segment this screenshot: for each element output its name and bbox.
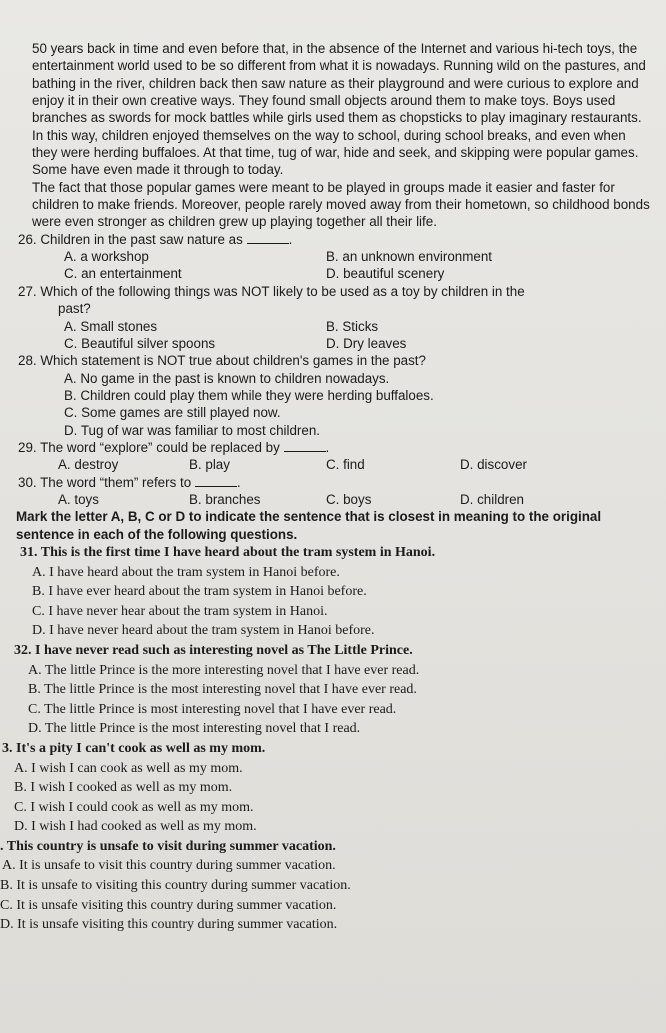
question-32 bbox=[14, 641, 654, 739]
option-d[interactable]: D. Tug of war was familiar to most children. bbox=[64, 422, 320, 438]
option-row bbox=[14, 370, 654, 387]
option-row bbox=[14, 265, 654, 282]
option-row bbox=[14, 456, 654, 473]
option-a[interactable]: A. I wish I can cook as well as my mom. bbox=[14, 760, 243, 776]
answer-blank bbox=[284, 439, 326, 452]
option-b[interactable]: B. It is unsafe to visiting this country during summer vacation. bbox=[0, 878, 351, 894]
option-b[interactable]: B. an unknown environment bbox=[326, 249, 492, 265]
option-b[interactable]: B. The little Prince is the most interesting novel that I have ever read. bbox=[28, 682, 417, 698]
option-c[interactable]: C. I wish I could cook as well as my mom. bbox=[14, 799, 254, 815]
question-29 bbox=[14, 439, 654, 474]
question-stem: . This country is unsafe to visit during summer vacation. bbox=[0, 838, 336, 854]
option-row bbox=[14, 318, 654, 335]
question-28 bbox=[14, 352, 654, 439]
question-27 bbox=[14, 283, 654, 352]
question-stem-end: . bbox=[236, 474, 241, 490]
question-34 bbox=[0, 837, 654, 935]
option-a[interactable]: A. toys bbox=[58, 491, 99, 507]
option-c[interactable]: C. an entertainment bbox=[64, 266, 182, 282]
option-d[interactable]: D. Dry leaves bbox=[326, 335, 407, 351]
option-d[interactable]: D. beautiful scenery bbox=[326, 266, 445, 282]
option-a[interactable]: A. The little Prince is the more interesting novel that I have ever read. bbox=[28, 662, 420, 678]
option-b[interactable]: B. play bbox=[189, 457, 230, 473]
option-a[interactable]: A. No game in the past is known to children nowadays. bbox=[64, 370, 390, 386]
option-b[interactable]: B. branches bbox=[189, 491, 261, 507]
option-c[interactable]: C. It is unsafe visiting this country during summer vacation. bbox=[0, 897, 337, 913]
worksheet-content bbox=[0, 40, 654, 935]
option-c[interactable]: C. Beautiful silver spoons bbox=[64, 335, 216, 351]
option-c[interactable]: C. find bbox=[326, 457, 365, 473]
question-number: 29. bbox=[18, 439, 37, 455]
option-a[interactable]: A. It is unsafe to visit this country during summer vacation. bbox=[2, 858, 336, 874]
option-row bbox=[14, 335, 654, 352]
question-30 bbox=[14, 474, 654, 509]
passage-paragraph-2: The fact that those popular games were meant to be played in groups made it easier and faster for children to make friends. Moreover, people rarely moved away from their hometown, so childhood bonds were even stronger as children grew up playing together all their life. bbox=[32, 179, 650, 230]
question-stem: 32. I have never read such as interesting novel as The Little Prince. bbox=[14, 642, 413, 658]
rewrite-questions bbox=[0, 543, 654, 935]
option-a[interactable]: A. a workshop bbox=[64, 249, 149, 265]
option-d[interactable]: D. The little Prince is the most interesting novel that I read. bbox=[28, 721, 361, 737]
option-d[interactable]: D. It is unsafe visiting this country during summer vacation. bbox=[0, 917, 338, 933]
passage-paragraph-1: 50 years back in time and even before that, in the absence of the Internet and various hi-tech toys, the entertainment world used to be so different from what it is nowadays. Running wild on the pastures, and bathing in the river, children back then saw nature as their playground and were curious to explore and enjoy it in their own creative ways. They found small objects around them to make toys. Boys used branches as swords for mock battles while girls used them as chopsticks to play imaginary restaurants. In this way, children enjoyed themselves on the way to school, during school breaks, and even when they were herding buffaloes. At that time, tug of war, hide and seek, and skipping were popular games. Some have even made it through to today. bbox=[32, 41, 646, 178]
option-c[interactable]: C. The little Prince is most interesting novel that I have ever read. bbox=[28, 701, 397, 717]
question-number: 26. bbox=[18, 231, 37, 247]
question-33 bbox=[2, 739, 654, 837]
question-stem: 31. This is the first time I have heard about the tram system in Hanoi. bbox=[20, 544, 436, 560]
question-number: 27. bbox=[18, 283, 37, 299]
option-b[interactable]: B. I have ever heard about the tram system in Hanoi before. bbox=[32, 584, 367, 600]
option-c[interactable]: C. boys bbox=[326, 491, 372, 507]
section-instruction: Mark the letter A, B, C or D to indicate the sentence that is closest in meaning to the original sentence in each of the following questions. bbox=[16, 509, 602, 542]
option-row bbox=[14, 491, 654, 508]
question-stem: Which statement is NOT true about children's games in the past? bbox=[40, 353, 426, 369]
option-d[interactable]: D. discover bbox=[460, 457, 527, 473]
question-stem-end: . bbox=[288, 231, 293, 247]
question-stem: Which of the following things was NOT likely to be used as a toy by children in the bbox=[40, 283, 525, 299]
option-d[interactable]: D. I wish I had cooked as well as my mom. bbox=[14, 819, 257, 835]
question-31 bbox=[14, 543, 654, 641]
option-a[interactable]: A. I have heard about the tram system in Hanoi before. bbox=[32, 564, 340, 580]
question-stem: Children in the past saw nature as bbox=[40, 231, 243, 247]
option-a[interactable]: A. Small stones bbox=[64, 318, 158, 334]
option-b[interactable]: B. I wish I cooked as well as my mom. bbox=[14, 780, 233, 796]
option-row bbox=[14, 387, 654, 404]
option-b[interactable]: B. Sticks bbox=[326, 318, 379, 334]
question-stem-end: . bbox=[325, 439, 330, 455]
option-row bbox=[14, 248, 654, 265]
option-c[interactable]: C. I have never hear about the tram system in Hanoi. bbox=[32, 603, 328, 619]
option-d[interactable]: D. children bbox=[460, 491, 525, 507]
option-a[interactable]: A. destroy bbox=[58, 457, 119, 473]
option-row bbox=[14, 404, 654, 421]
answer-blank bbox=[247, 231, 289, 244]
question-stem-cont: past? bbox=[58, 301, 91, 317]
answer-blank bbox=[195, 474, 237, 487]
option-c[interactable]: C. Some games are still played now. bbox=[64, 405, 281, 421]
option-d[interactable]: D. I have never heard about the tram system in Hanoi before. bbox=[32, 623, 375, 639]
question-26 bbox=[14, 231, 654, 283]
question-number: 30. bbox=[18, 474, 37, 490]
question-stem: 3. It's a pity I can't cook as well as my mom. bbox=[2, 740, 266, 756]
question-number: 28. bbox=[18, 353, 37, 369]
option-b[interactable]: B. Children could play them while they were herding buffaloes. bbox=[64, 387, 434, 403]
question-stem: The word “them” refers to bbox=[40, 474, 192, 490]
option-row bbox=[14, 422, 654, 439]
question-stem: The word “explore” could be replaced by bbox=[40, 439, 280, 455]
